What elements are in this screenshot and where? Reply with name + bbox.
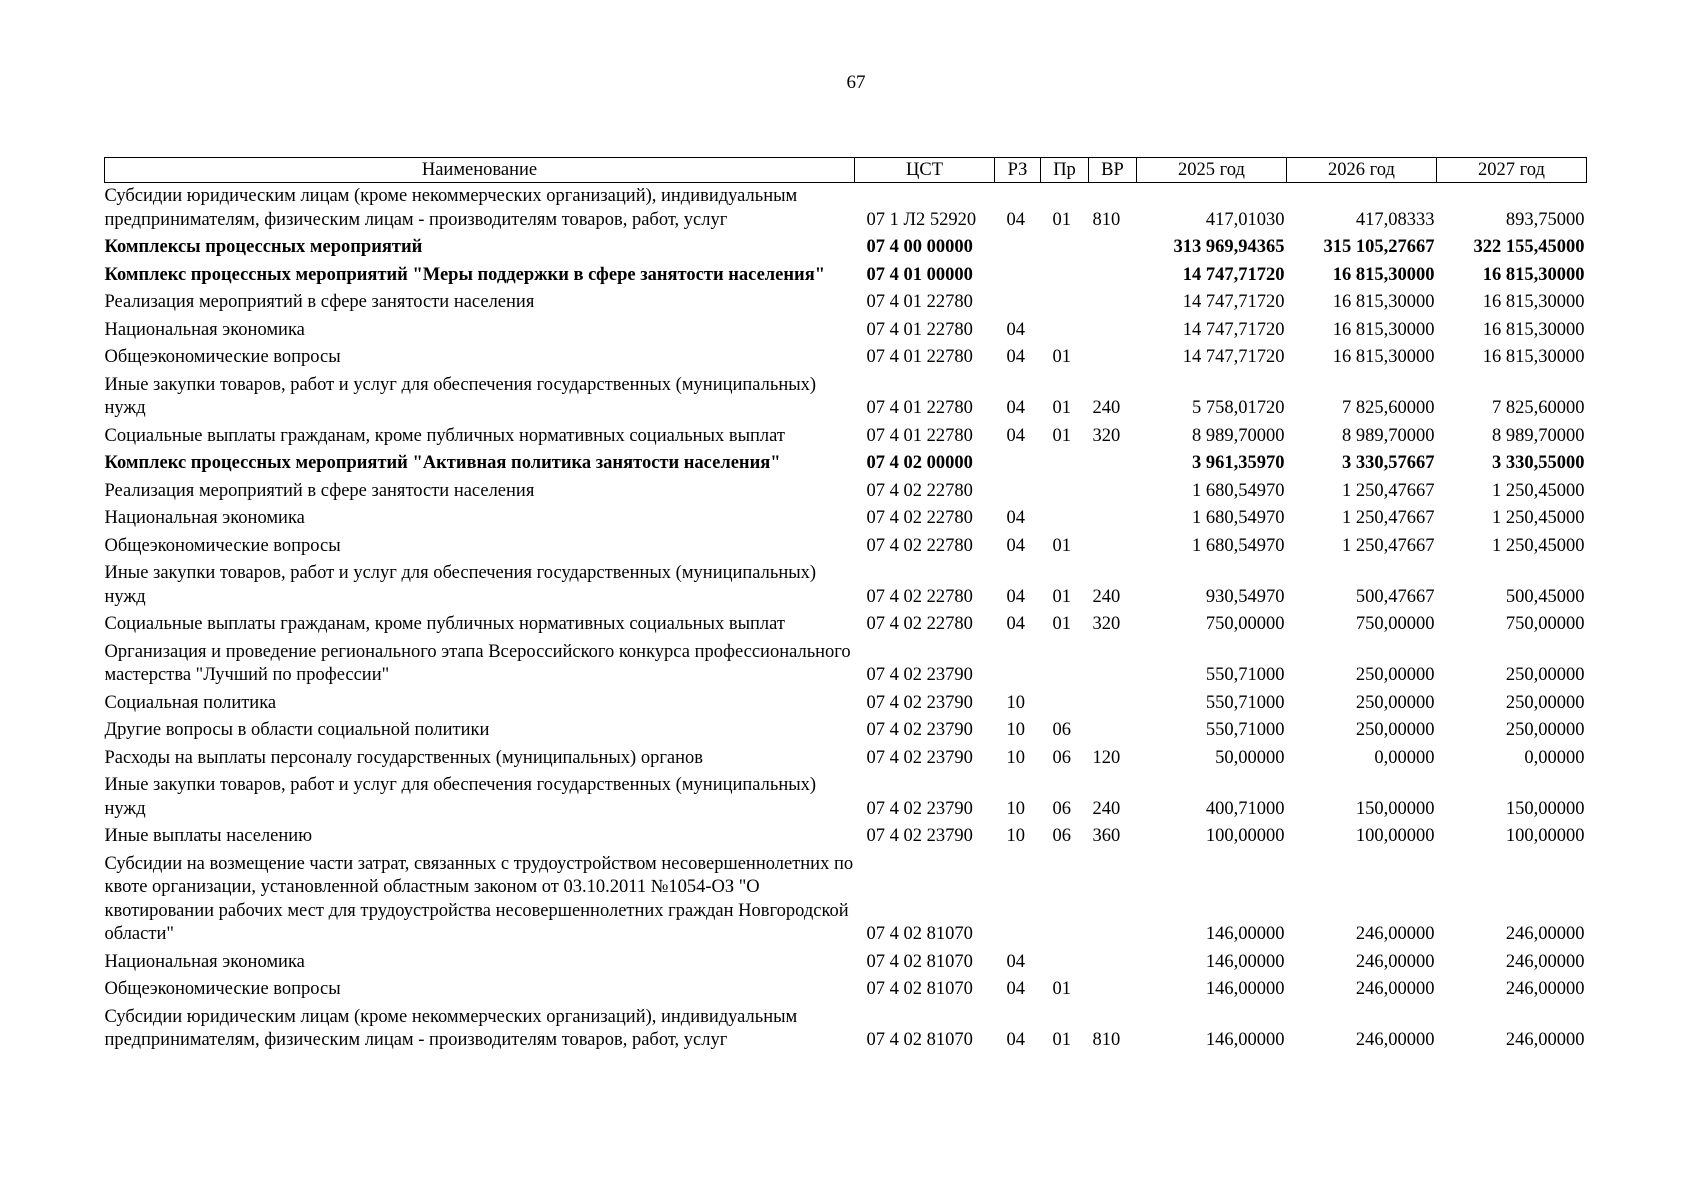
row-name: Реализация мероприятий в сфере занятости населения [104,292,535,312]
row-name: Иные закупки товаров, работ и услуг для обеспечения государственных (муниципальных) нужд [104,374,817,418]
table-row [105,423,1587,451]
table-row [105,717,1587,745]
table-row [105,772,1587,823]
row-name: Социальные выплаты гражданам, кроме публичных нормативных социальных выплат [104,614,785,634]
row-name: Общеэкономические вопросы [104,979,341,999]
row-value-2026: 16 815,30000 [1332,319,1435,340]
row-vr: 240 [1092,798,1121,819]
row-value-2025: 1 680,54970 [1192,508,1285,528]
row-pr: 06 [1052,826,1071,846]
row-vr: 240 [1092,398,1121,418]
row-cst: 07 4 02 23790 [866,747,973,768]
row-vr [1089,717,1137,745]
row-value-2025: 400,71000 [1205,798,1285,819]
row-value-2025: 550,71000 [1205,665,1285,685]
row-value-2026: 246,00000 [1355,979,1435,999]
row-value-2025: 100,00000 [1205,826,1285,846]
row-rz: 10 [1006,720,1025,740]
budget-table [104,157,1587,1055]
row-value-2026: 1 250,47667 [1342,508,1435,528]
row-value-2025: 146,00000 [1205,979,1285,999]
table-row [105,344,1587,372]
row-value-2027: 750,00000 [1505,614,1585,634]
row-cst: 07 4 02 00000 [866,453,973,473]
row-pr [1041,639,1089,690]
row-value-2025: 14 747,71720 [1182,319,1285,340]
row-vr: 810 [1092,1030,1121,1050]
row-name: Комплекс процессных мероприятий "Меры поддержки в сфере занятости населения" [104,264,825,285]
row-rz: 10 [1006,692,1025,713]
row-value-2027: 7 825,60000 [1492,398,1585,418]
table-row [105,533,1587,561]
row-value-2027: 16 815,30000 [1482,264,1585,285]
row-value-2027: 1 250,45000 [1492,535,1585,556]
row-value-2026: 250,00000 [1355,692,1435,713]
row-cst: 07 4 01 22780 [866,398,973,418]
row-vr: 120 [1092,747,1121,768]
row-value-2027: 8 989,70000 [1492,425,1585,446]
row-value-2025: 930,54970 [1205,586,1285,607]
row-value-2027: 250,00000 [1505,665,1585,685]
row-value-2027: 246,00000 [1505,979,1585,999]
row-pr: 01 [1052,1030,1071,1050]
header-2025: 2025 год [1137,158,1287,183]
row-pr: 06 [1052,720,1071,740]
row-cst: 07 4 00 00000 [866,237,973,257]
header-name: Наименование [105,158,855,183]
row-vr [1089,639,1137,690]
row-name: Общеэкономические вопросы [104,535,341,556]
row-rz: 04 [1006,979,1025,999]
row-value-2025: 750,00000 [1205,614,1285,634]
row-pr: 01 [1052,398,1071,418]
row-rz: 04 [1006,347,1025,367]
row-name: Национальная экономика [104,508,305,528]
row-rz [995,639,1041,690]
row-value-2026: 1 250,47667 [1342,535,1435,556]
row-value-2026: 16 815,30000 [1332,264,1435,285]
row-value-2027: 322 155,45000 [1473,237,1585,257]
row-name: Субсидии юридическим лицам (кроме некоммерческих организаций), индивидуальным предпринимателям, физическим лицам - производителям товаров, работ, услуг [104,186,798,230]
row-value-2027: 150,00000 [1505,798,1585,819]
row-value-2027: 250,00000 [1505,692,1585,713]
row-pr: 01 [1052,586,1071,607]
row-value-2025: 146,00000 [1205,924,1285,944]
row-cst: 07 1 Л2 52920 [866,209,977,230]
row-value-2027: 246,00000 [1505,924,1585,944]
row-value-2026: 100,00000 [1355,826,1435,846]
row-rz: 04 [1006,398,1025,418]
row-vr [1089,317,1137,345]
row-value-2025: 50,00000 [1215,747,1285,768]
table-header-row [105,158,1587,183]
table-body [105,183,1587,1055]
row-value-2025: 8 989,70000 [1192,425,1285,446]
row-name: Иные выплаты населению [104,826,313,846]
row-name: Комплекс процессных мероприятий "Активная политика занятости населения" [104,453,781,473]
row-value-2025: 1 680,54970 [1192,480,1285,501]
row-rz: 04 [1006,586,1025,607]
header-cst: ЦСТ [855,158,995,183]
row-value-2026: 250,00000 [1355,720,1435,740]
row-value-2027: 100,00000 [1505,826,1585,846]
row-vr [1089,976,1137,1004]
header-rz: РЗ [995,158,1041,183]
table-row [105,639,1587,690]
row-rz: 10 [1006,798,1025,819]
row-vr [1089,289,1137,317]
row-cst: 07 4 02 81070 [866,924,973,944]
row-rz [995,289,1041,317]
row-value-2026: 246,00000 [1355,924,1435,944]
row-name: Иные закупки товаров, работ и услуг для обеспечения государственных (муниципальных) нужд [104,775,817,819]
row-value-2026: 750,00000 [1355,614,1435,634]
row-pr [1041,234,1089,262]
row-value-2027: 246,00000 [1505,1030,1585,1050]
row-vr [1089,234,1137,262]
row-value-2026: 150,00000 [1355,798,1435,819]
row-value-2027: 250,00000 [1505,720,1585,740]
row-name: Социальная политика [104,692,277,713]
row-rz: 10 [1006,747,1025,768]
row-value-2026: 246,00000 [1355,951,1435,972]
row-value-2026: 1 250,47667 [1342,480,1435,501]
row-value-2027: 246,00000 [1505,951,1585,972]
row-rz: 04 [1006,425,1025,446]
row-cst: 07 4 02 23790 [866,692,973,713]
row-vr: 240 [1092,586,1121,607]
table-row [105,450,1587,478]
row-vr [1089,690,1137,718]
table-row [105,262,1587,290]
row-name: Комплексы процессных мероприятий [104,237,423,257]
table-row [105,560,1587,611]
row-vr: 360 [1092,826,1121,846]
row-rz [995,234,1041,262]
row-vr: 320 [1092,425,1121,446]
row-cst: 07 4 01 22780 [866,319,973,340]
row-rz [995,478,1041,506]
table-row [105,690,1587,718]
row-name: Расходы на выплаты персоналу государственных (муниципальных) органов [104,747,704,768]
row-pr [1041,949,1089,977]
row-rz: 04 [1006,508,1025,528]
row-value-2026: 7 825,60000 [1342,398,1435,418]
row-cst: 07 4 02 22780 [866,586,973,607]
row-rz: 04 [1006,951,1025,972]
table-row [105,317,1587,345]
table-row [105,234,1587,262]
row-pr [1041,505,1089,533]
row-pr: 06 [1052,747,1071,768]
row-name: Реализация мероприятий в сфере занятости населения [104,480,535,501]
row-cst: 07 4 02 22780 [866,508,973,528]
row-name: Другие вопросы в области социальной политики [104,720,490,740]
row-vr: 810 [1092,209,1121,230]
row-value-2026: 250,00000 [1355,665,1435,685]
row-name: Общеэкономические вопросы [104,347,341,367]
row-value-2027: 893,75000 [1505,209,1585,230]
row-value-2026: 417,08333 [1355,209,1435,230]
row-value-2027: 1 250,45000 [1492,480,1585,501]
row-pr [1041,478,1089,506]
row-value-2026: 246,00000 [1355,1030,1435,1050]
row-rz: 04 [1006,209,1025,230]
table-row [105,372,1587,423]
row-vr [1089,949,1137,977]
row-pr: 01 [1052,614,1071,634]
row-value-2026: 3 330,57667 [1342,453,1435,473]
row-vr [1089,533,1137,561]
row-value-2025: 146,00000 [1205,1030,1285,1050]
row-pr [1041,851,1089,949]
row-rz: 04 [1006,614,1025,634]
row-vr [1089,851,1137,949]
row-value-2027: 3 330,55000 [1492,453,1585,473]
row-pr: 01 [1052,979,1071,999]
row-pr: 06 [1052,798,1071,819]
row-cst: 07 4 02 81070 [866,1030,973,1050]
table-row [105,976,1587,1004]
row-pr: 01 [1052,347,1071,367]
row-value-2025: 14 747,71720 [1182,292,1285,312]
row-value-2025: 417,01030 [1205,209,1285,230]
row-value-2025: 14 747,71720 [1182,347,1285,367]
table-row [105,1004,1587,1055]
row-value-2027: 500,45000 [1505,586,1585,607]
row-value-2025: 550,71000 [1205,720,1285,740]
row-pr: 01 [1052,425,1071,446]
row-pr: 01 [1052,535,1071,556]
row-name: Организация и проведение регионального этапа Всероссийского конкурса профессионального мастерства "Лучший по профессии" [104,641,851,685]
row-vr [1089,344,1137,372]
row-value-2026: 16 815,30000 [1332,292,1435,312]
table-row [105,478,1587,506]
row-cst: 07 4 02 23790 [866,665,973,685]
row-vr: 320 [1092,614,1121,634]
row-cst: 07 4 02 23790 [866,798,973,819]
row-rz: 04 [1006,1030,1025,1050]
header-pr: Пр [1041,158,1089,183]
row-value-2025: 14 747,71720 [1182,264,1285,285]
row-value-2027: 16 815,30000 [1482,347,1585,367]
table-row [105,611,1587,639]
row-value-2026: 8 989,70000 [1342,425,1435,446]
row-rz: 04 [1006,319,1025,340]
row-value-2025: 313 969,94365 [1173,237,1285,257]
row-cst: 07 4 02 22780 [866,480,973,501]
row-pr [1041,450,1089,478]
row-name: Иные закупки товаров, работ и услуг для обеспечения государственных (муниципальных) нужд [104,563,817,607]
row-vr [1089,450,1137,478]
header-vr: ВР [1089,158,1137,183]
row-vr [1089,262,1137,290]
row-name: Национальная экономика [104,951,305,972]
row-value-2027: 16 815,30000 [1482,292,1585,312]
row-pr [1041,262,1089,290]
row-rz: 04 [1006,535,1025,556]
row-cst: 07 4 02 22780 [866,614,973,634]
row-name: Социальные выплаты гражданам, кроме публичных нормативных социальных выплат [104,425,785,446]
row-cst: 07 4 01 00000 [866,264,973,285]
row-value-2025: 146,00000 [1205,951,1285,972]
row-vr [1089,478,1137,506]
row-value-2025: 5 758,01720 [1192,398,1285,418]
row-cst: 07 4 02 23790 [866,720,973,740]
row-value-2026: 16 815,30000 [1332,347,1435,367]
table-row [105,505,1587,533]
table-row [105,949,1587,977]
row-cst: 07 4 01 22780 [866,347,973,367]
row-value-2027: 1 250,45000 [1492,508,1585,528]
row-value-2026: 315 105,27667 [1323,237,1435,257]
row-rz [995,450,1041,478]
row-rz [995,851,1041,949]
row-value-2025: 1 680,54970 [1192,535,1285,556]
row-value-2026: 500,47667 [1355,586,1435,607]
page-number: 67 [846,72,866,93]
header-2026: 2026 год [1287,158,1437,183]
header-2027: 2027 год [1437,158,1587,183]
row-value-2027: 16 815,30000 [1482,319,1585,340]
table-row [105,745,1587,773]
row-cst: 07 4 02 22780 [866,535,973,556]
row-value-2026: 0,00000 [1374,747,1435,768]
row-rz [995,262,1041,290]
table-row [105,851,1587,949]
row-name: Национальная экономика [104,319,305,340]
row-name: Субсидии юридическим лицам (кроме некоммерческих организаций), индивидуальным предпринимателям, физическим лицам - производителям товаров, работ, услуг [104,1006,798,1050]
row-vr [1089,505,1137,533]
row-cst: 07 4 02 81070 [866,979,973,999]
row-value-2025: 3 961,35970 [1192,453,1285,473]
row-value-2025: 550,71000 [1205,692,1285,713]
row-cst: 07 4 02 23790 [866,826,973,846]
row-pr [1041,690,1089,718]
row-cst: 07 4 01 22780 [866,425,973,446]
row-rz: 10 [1006,826,1025,846]
row-value-2027: 0,00000 [1524,747,1585,768]
row-pr [1041,317,1089,345]
table-row [105,823,1587,851]
table-row [105,183,1587,235]
row-name: Субсидии на возмещение части затрат, связанных с трудоустройством несовершеннолетних по квоте организации, установленной областным законом от 03.10.2011 №1054-ОЗ "О квотировании рабочих мест для трудоустройства несовершеннолетних граждан Новгородской области" [104,853,854,944]
table-row [105,289,1587,317]
row-pr [1041,289,1089,317]
row-cst: 07 4 02 81070 [866,951,973,972]
row-pr: 01 [1052,209,1071,230]
row-cst: 07 4 01 22780 [866,292,973,312]
